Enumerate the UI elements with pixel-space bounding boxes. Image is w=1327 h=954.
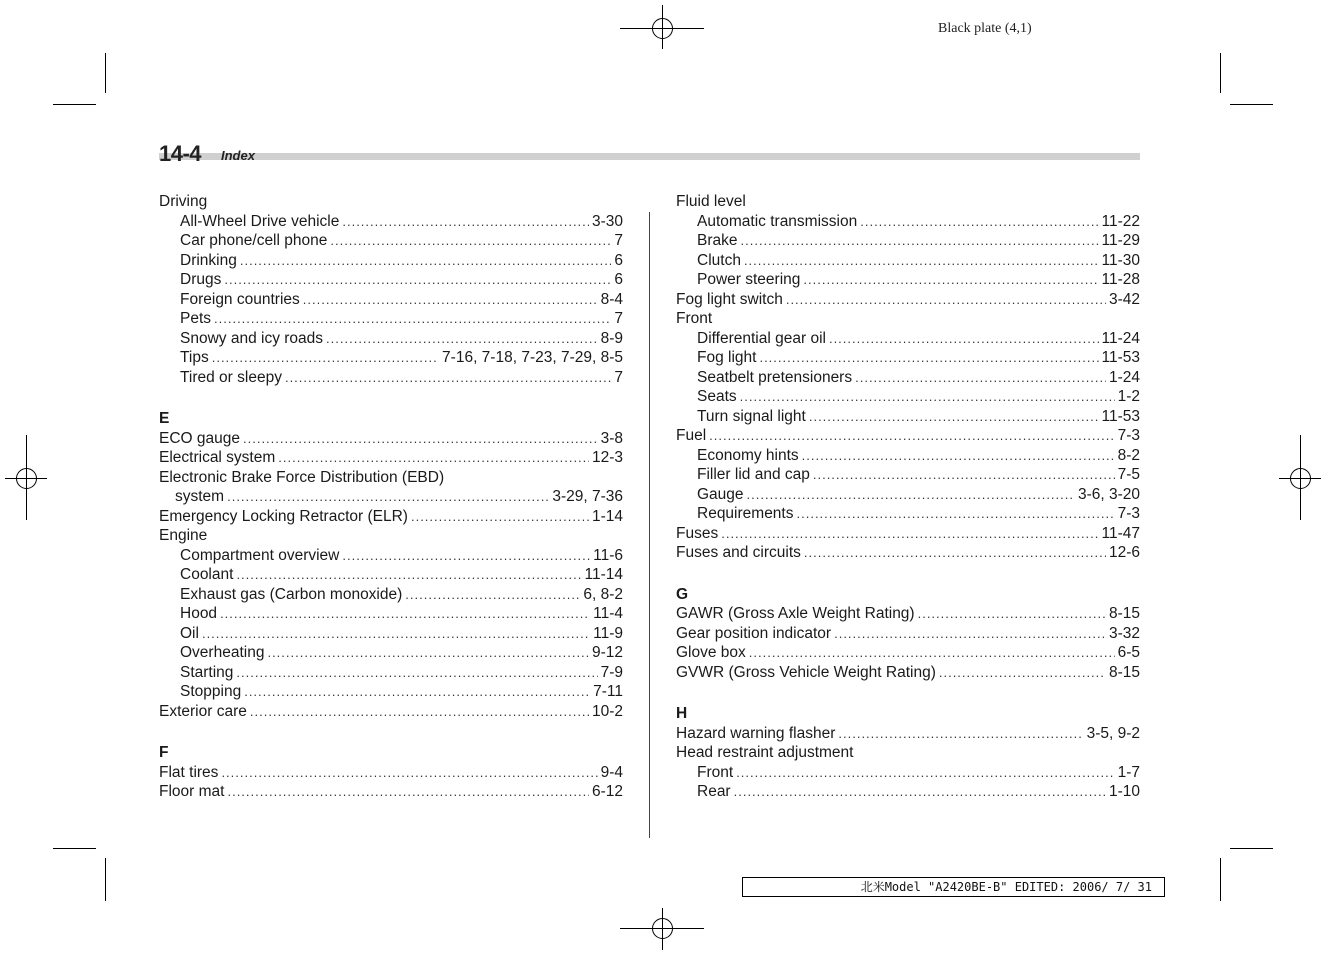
entry-page-ref: 6 [614,251,623,269]
dot-leader [759,348,1098,368]
index-entry [676,504,1140,524]
entry-page-ref: 10-2 [591,702,623,720]
entry-page-ref: 7 [614,310,623,327]
index-entry [159,507,623,527]
entry-page-ref: 1-7 [1117,763,1140,781]
entry-term: Floor mat [159,783,225,800]
index-entry [676,192,1140,212]
index-letter-heading [159,409,623,429]
index-entry [159,231,623,251]
index-entry [676,446,1140,466]
index-letter-heading [159,743,623,763]
entry-term: Starting [180,663,234,681]
index-column-right [676,192,1140,802]
entry-page-ref: 11-28 [1101,271,1140,288]
dot-leader [829,329,1099,349]
entry-page-ref: 9-12 [591,644,623,661]
entry-page-ref: 7-16, 7-18, 7-23, 7-29, 8-5 [442,349,623,366]
entry-term: Fluid level [676,193,746,210]
entry-page-ref: 3-6, 3-20 [1077,485,1140,503]
entry-page-ref: 11-24 [1101,329,1140,347]
dot-leader [330,231,611,251]
dot-leader [227,487,549,507]
index-entry [159,643,623,663]
dot-leader [214,309,611,329]
entry-term: Exhaust gas (Carbon monoxide) [180,585,403,603]
dot-leader [221,763,597,783]
dot-leader [802,446,1115,466]
index-entry [159,526,623,546]
dot-leader [278,448,589,468]
index-entry [159,565,623,585]
entry-page-ref: 11-4 [593,605,623,622]
dot-leader [227,782,589,802]
dot-leader [749,643,1115,663]
entry-term: Drinking [180,251,237,269]
index-letter-heading [676,585,1140,605]
entry-term: Engine [159,527,208,544]
entry-page-ref: 3-29, 7-36 [552,488,623,505]
index-entry [159,212,623,232]
index-entry [676,368,1140,388]
entry-term: Hood [180,605,218,622]
index-entry [676,485,1140,505]
entry-term: Oil [180,624,199,642]
index-entry [159,487,623,507]
dot-leader [250,702,589,722]
entry-term: Hazard warning flasher [676,724,836,742]
index-entry [159,682,623,702]
plate-label: Black plate (4,1) [938,21,1032,36]
entry-term: ECO gauge [159,429,240,447]
entry-page-ref: 7-9 [600,663,623,681]
entry-term: Turn signal light [697,407,806,425]
entry-term: Head restraint adjustment [676,744,854,761]
entry-page-ref: 12-3 [591,449,623,466]
index-entry [676,724,1140,744]
index-entry [159,368,623,388]
dot-leader [342,212,589,232]
entry-term: Fuel [676,427,707,444]
index-entry [676,782,1140,802]
page-title: Index [221,148,255,163]
index-entry [676,387,1140,407]
entry-term: Gear position indicator [676,624,832,642]
entry-page-ref: 3-8 [600,429,623,447]
entry-page-ref: 7-3 [1117,427,1140,444]
index-entry [159,468,623,488]
entry-page-ref: 8-9 [600,329,623,347]
entry-term: Fog light [697,349,757,366]
dot-leader [797,504,1115,524]
entry-page-ref: 11-29 [1101,232,1140,249]
dot-leader [236,663,597,683]
entry-term: Stopping [180,683,242,700]
dot-leader [326,329,598,349]
dot-leader [747,485,1075,505]
entry-page-ref: 11-53 [1101,349,1140,366]
index-letter-heading [676,704,1140,724]
entry-page-ref: 1-2 [1117,388,1140,405]
entry-term: Brake [697,232,738,249]
entry-term: Driving [159,193,208,210]
entry-term: Pets [180,310,212,327]
index-entry [159,290,623,310]
index-entry [159,763,623,783]
index-entry [159,546,623,566]
entry-term: Fuses [676,524,719,542]
entry-term: Power steering [697,271,801,288]
dot-leader [405,585,580,605]
dot-leader [721,524,1098,544]
index-entry [676,270,1140,290]
index-entry [159,251,623,271]
index-entry [159,448,623,468]
index-entry [676,251,1140,271]
dot-leader [741,231,1099,251]
index-entry [676,426,1140,446]
entry-page-ref: 3-30 [591,212,623,230]
index-entry [159,624,623,644]
entry-page-ref: 11-22 [1101,212,1140,230]
index-entry [676,231,1140,251]
dot-leader [740,387,1115,407]
dot-leader [786,290,1106,310]
dot-leader [813,465,1115,485]
index-entry [159,270,623,290]
entry-page-ref: 8-2 [1117,446,1140,464]
entry-term: Tired or sleepy [180,368,282,386]
entry-term: Gauge [697,485,744,503]
entry-page-ref: 3-42 [1108,290,1140,308]
entry-term: Automatic transmission [697,212,858,230]
entry-term: H [676,705,688,722]
dot-leader [244,682,590,702]
index-entry [676,643,1140,663]
dot-leader [804,543,1106,563]
index-entry [676,212,1140,232]
entry-page-ref: 11-14 [584,566,623,583]
dot-leader [220,604,590,624]
entry-term: Compartment overview [180,546,340,564]
dot-leader [202,624,590,644]
entry-term: GVWR (Gross Vehicle Weight Rating) [676,663,936,681]
entry-term: Seatbelt pretensioners [697,368,853,386]
index-entry [159,329,623,349]
index-entry [676,663,1140,683]
index-entry [676,763,1140,783]
entry-page-ref: 8-15 [1108,605,1140,622]
entry-page-ref: 1-24 [1108,368,1140,386]
dot-leader [709,426,1114,446]
entry-term: Snowy and icy roads [180,329,324,347]
index-entry [676,624,1140,644]
entry-term: GAWR (Gross Axle Weight Rating) [676,605,915,622]
entry-page-ref: 9-4 [600,763,623,781]
index-entry [676,309,1140,329]
header-bar [159,153,1140,160]
dot-leader [342,546,590,566]
entry-page-ref: 1-14 [591,507,623,525]
dot-leader [224,270,611,290]
entry-term: Glove box [676,644,746,661]
entry-term: F [159,744,169,761]
index-entry [676,743,1140,763]
dot-leader [240,251,612,271]
entry-page-ref: 6 [614,271,623,288]
index-entry [159,782,623,802]
entry-term: Exterior care [159,702,247,720]
column-divider [649,212,650,838]
entry-term: Front [697,763,734,781]
dot-leader [285,368,611,388]
entry-term: Rear [697,783,731,800]
index-entry [159,309,623,329]
index-entry [159,348,623,368]
dot-leader [236,565,581,585]
entry-term: Fog light switch [676,290,783,308]
entry-page-ref: 11-9 [593,624,623,642]
index-entry [676,465,1140,485]
page-number: 14-4 [159,141,202,166]
dot-leader [860,212,1098,232]
entry-term: E [159,410,170,427]
entry-page-ref: 7 [614,232,623,249]
entry-term: Overheating [180,644,265,661]
dot-leader [734,782,1106,802]
entry-term: Clutch [697,251,741,269]
entry-term: Drugs [180,271,222,288]
entry-term: Flat tires [159,763,219,781]
dot-leader [411,507,589,527]
entry-page-ref: 11-6 [593,546,623,564]
entry-page-ref: 12-6 [1108,544,1140,561]
dot-leader [855,368,1106,388]
entry-term: Fuses and circuits [676,544,801,561]
entry-term: Differential gear oil [697,329,826,347]
entry-page-ref: 11-53 [1101,407,1140,425]
entry-page-ref: 8-4 [600,290,623,308]
entry-page-ref: 7-3 [1117,505,1140,522]
entry-page-ref: 7-5 [1117,466,1140,483]
index-entry [676,329,1140,349]
entry-page-ref: 6, 8-2 [583,585,623,603]
index-entry [676,543,1140,563]
entry-page-ref: 7 [614,368,623,386]
entry-term: Front [676,310,713,327]
entry-page-ref: 6-5 [1117,644,1140,661]
entry-term: Economy hints [697,446,799,464]
entry-term: Tips [180,349,209,366]
entry-page-ref: 3-32 [1108,624,1140,642]
dot-leader [809,407,1099,427]
index-entry [676,407,1140,427]
entry-page-ref: 7-11 [593,683,623,700]
entry-term: G [676,585,689,603]
index-entry [676,604,1140,624]
dot-leader [838,724,1083,744]
entry-page-ref: 11-30 [1101,251,1140,269]
index-entry [676,348,1140,368]
index-entry [159,585,623,605]
dot-leader [918,604,1106,624]
entry-page-ref: 8-15 [1108,663,1140,681]
index-entry [159,702,623,722]
index-entry [159,604,623,624]
entry-term: Emergency Locking Retractor (ELR) [159,507,408,525]
dot-leader [939,663,1106,683]
index-column-left [159,192,623,802]
entry-page-ref: 6-12 [591,783,623,800]
dot-leader [212,348,439,368]
dot-leader [736,763,1114,783]
index-entry [676,524,1140,544]
dot-leader [303,290,598,310]
index-entry [159,429,623,449]
entry-term: Requirements [697,505,794,522]
entry-page-ref: 11-47 [1101,524,1140,542]
entry-term: All-Wheel Drive vehicle [180,212,340,230]
dot-leader [834,624,1106,644]
entry-term: Car phone/cell phone [180,232,328,249]
entry-term: Electronic Brake Force Distribution (EBD) [159,468,445,486]
entry-term: Coolant [180,566,234,583]
dot-leader [267,643,589,663]
entry-term: Electrical system [159,449,276,466]
dot-leader [243,429,598,449]
index-entry [676,290,1140,310]
entry-term: Seats [697,388,737,405]
entry-term: system [175,488,225,505]
entry-page-ref: 1-10 [1108,783,1140,800]
entry-term: Foreign countries [180,290,300,308]
edit-stamp: 北米Model "A2420BE-B" EDITED: 2006/ 7/ 31 [742,877,1165,897]
entry-term: Filler lid and cap [697,466,810,483]
dot-leader [803,270,1098,290]
entry-page-ref: 3-5, 9-2 [1086,724,1140,742]
dot-leader [744,251,1099,271]
index-entry [159,192,623,212]
index-entry [159,663,623,683]
